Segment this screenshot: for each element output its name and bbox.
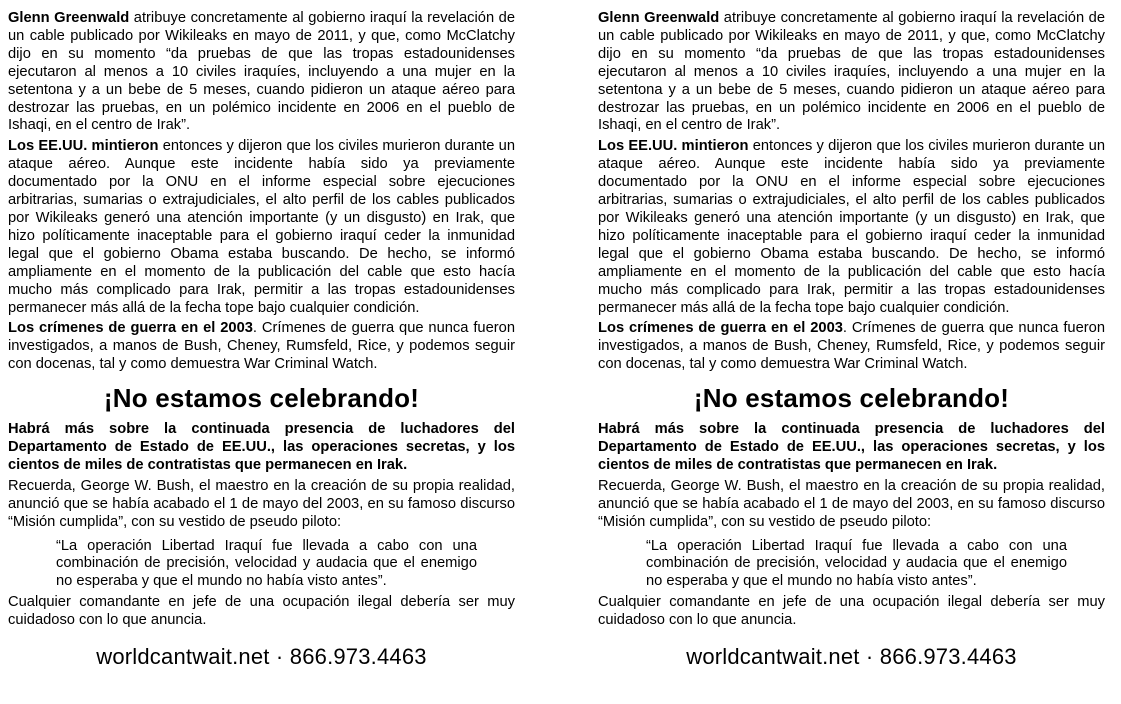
mission-accomplished-paragraph: Recuerda, George W. Bush, el maestro en la creación de su propia realidad, anunció que se había acabado el 1 de mayo del 2003, en su famoso discurso “Misión cumplida”, con su vestido de pseudo piloto: xyxy=(8,477,515,530)
us-lied-paragraph-text: entonces y dijeron que los civiles murieron durante un ataque aéreo. Aunque este incidente había sido ya previamente documentado por la ONU en el informe especial sobre ejecuciones arbitrarias, sumarias o extrajudiciales, el alto perfil de los cables publicados por Wikileaks generó una atención importante (y un disgusto) en Irak, que hizo políticamente inaceptable para el gobierno iraquí ceder la inmunidad legal que el gobierno Obama estaba buscando. De hecho, se informó ampliamente en el momento de la publicación del cable que esto hacía mucho más complicado para Irak, permitir a las tropas estadounidenses permanecer más allá de la fecha tope bajo cualquier condición. xyxy=(8,138,515,316)
intro-paragraph xyxy=(8,10,515,135)
closing-paragraph: Cualquier comandante en jefe de una ocupación ilegal debería ser muy cuidadoso con lo que anuncia. xyxy=(598,594,1105,629)
continued-presence-paragraph: Habrá más sobre la continuada presencia de luchadores del Departamento de Estado de EE.UU., las operaciones secretas, y los cientos de miles de contratistas que permanecen en Irak. xyxy=(598,421,1105,473)
us-lied-paragraph xyxy=(8,138,515,317)
war-crimes-paragraph xyxy=(8,320,515,374)
headline: ¡No estamos celebrando! xyxy=(103,383,420,414)
closing-paragraph: Cualquier comandante en jefe de una ocupación ilegal debería ser muy cuidadoso con lo que anuncia. xyxy=(8,594,515,629)
flyer-copy-right xyxy=(598,10,1105,704)
headline: ¡No estamos celebrando! xyxy=(693,383,1010,414)
war-crimes-paragraph-lead: Los crímenes de guerra en el 2003 xyxy=(8,320,253,337)
continued-presence-paragraph: Habrá más sobre la continuada presencia de luchadores del Departamento de Estado de EE.UU., las operaciones secretas, y los cientos de miles de contratistas que permanecen en Irak. xyxy=(8,421,515,473)
bush-quote: “La operación Libertad Iraquí fue llevada a cabo con una combinación de precisión, velocidad y audacia que el enemigo no esperaba y que el mundo no había visto antes”. xyxy=(646,537,1067,590)
bush-quote: “La operación Libertad Iraquí fue llevada a cabo con una combinación de precisión, velocidad y audacia que el enemigo no esperaba y que el mundo no había visto antes”. xyxy=(56,537,477,590)
war-crimes-paragraph-text: . Crímenes de guerra que nunca fueron investigados, a manos de Bush, Cheney, Rumsfeld, Rice, y podemos seguir con docenas, tal y como demuestra War Criminal Watch. xyxy=(598,320,1105,373)
intro-paragraph-text: atribuye concretamente al gobierno iraquí la revelación de un cable publicado por Wikileaks en mayo de 2011, y que, como McClatchy dijo en su momento “da pruebas de que las tropas estadounidenses ejecutaron al menos a 10 civiles iraquíes, incluyendo a una mujer en la setentona y a un bebe de 5 meses, cuando pidieron un ataque aéreo para destrozar las pruebas, en un polémico incidente en 2006 en el pueblo de Ishaqi, en el centro de Irak”. xyxy=(598,10,1105,134)
us-lied-paragraph xyxy=(598,138,1105,317)
intro-paragraph xyxy=(598,10,1105,135)
flyer-copy-left xyxy=(8,10,515,704)
us-lied-paragraph-text: entonces y dijeron que los civiles murieron durante un ataque aéreo. Aunque este incidente había sido ya previamente documentado por la ONU en el informe especial sobre ejecuciones arbitrarias, sumarias o extrajudiciales, el alto perfil de los cables publicados por Wikileaks generó una atención importante (y un disgusto) en Irak, que hizo políticamente inaceptable para el gobierno iraquí ceder la inmunidad legal que el gobierno Obama estaba buscando. De hecho, se informó ampliamente en el momento de la publicación del cable que esto hacía mucho más complicado para Irak, permitir a las tropas estadounidenses permanecer más allá de la fecha tope bajo cualquier condición. xyxy=(598,138,1105,316)
us-lied-paragraph-lead: Los EE.UU. mintieron xyxy=(8,138,159,155)
war-crimes-paragraph xyxy=(598,320,1105,374)
war-crimes-paragraph-lead: Los crímenes de guerra en el 2003 xyxy=(598,320,843,337)
war-crimes-paragraph-text: . Crímenes de guerra que nunca fueron investigados, a manos de Bush, Cheney, Rumsfeld, Rice, y podemos seguir con docenas, tal y como demuestra War Criminal Watch. xyxy=(8,320,515,373)
footer-contact: worldcantwait.net · 866.973.4463 xyxy=(686,644,1017,670)
footer-contact: worldcantwait.net · 866.973.4463 xyxy=(96,644,427,670)
intro-paragraph-text: atribuye concretamente al gobierno iraquí la revelación de un cable publicado por Wikileaks en mayo de 2011, y que, como McClatchy dijo en su momento “da pruebas de que las tropas estadounidenses ejecutaron al menos a 10 civiles iraquíes, incluyendo a una mujer en la setentona y a un bebe de 5 meses, cuando pidieron un ataque aéreo para destrozar las pruebas, en un polémico incidente en 2006 en el pueblo de Ishaqi, en el centro de Irak”. xyxy=(8,10,515,134)
intro-paragraph-lead: Glenn Greenwald xyxy=(598,10,720,26)
us-lied-paragraph-lead: Los EE.UU. mintieron xyxy=(598,138,749,155)
intro-paragraph-lead: Glenn Greenwald xyxy=(8,10,130,26)
mission-accomplished-paragraph: Recuerda, George W. Bush, el maestro en la creación de su propia realidad, anunció que se había acabado el 1 de mayo del 2003, en su famoso discurso “Misión cumplida”, con su vestido de pseudo piloto: xyxy=(598,477,1105,530)
